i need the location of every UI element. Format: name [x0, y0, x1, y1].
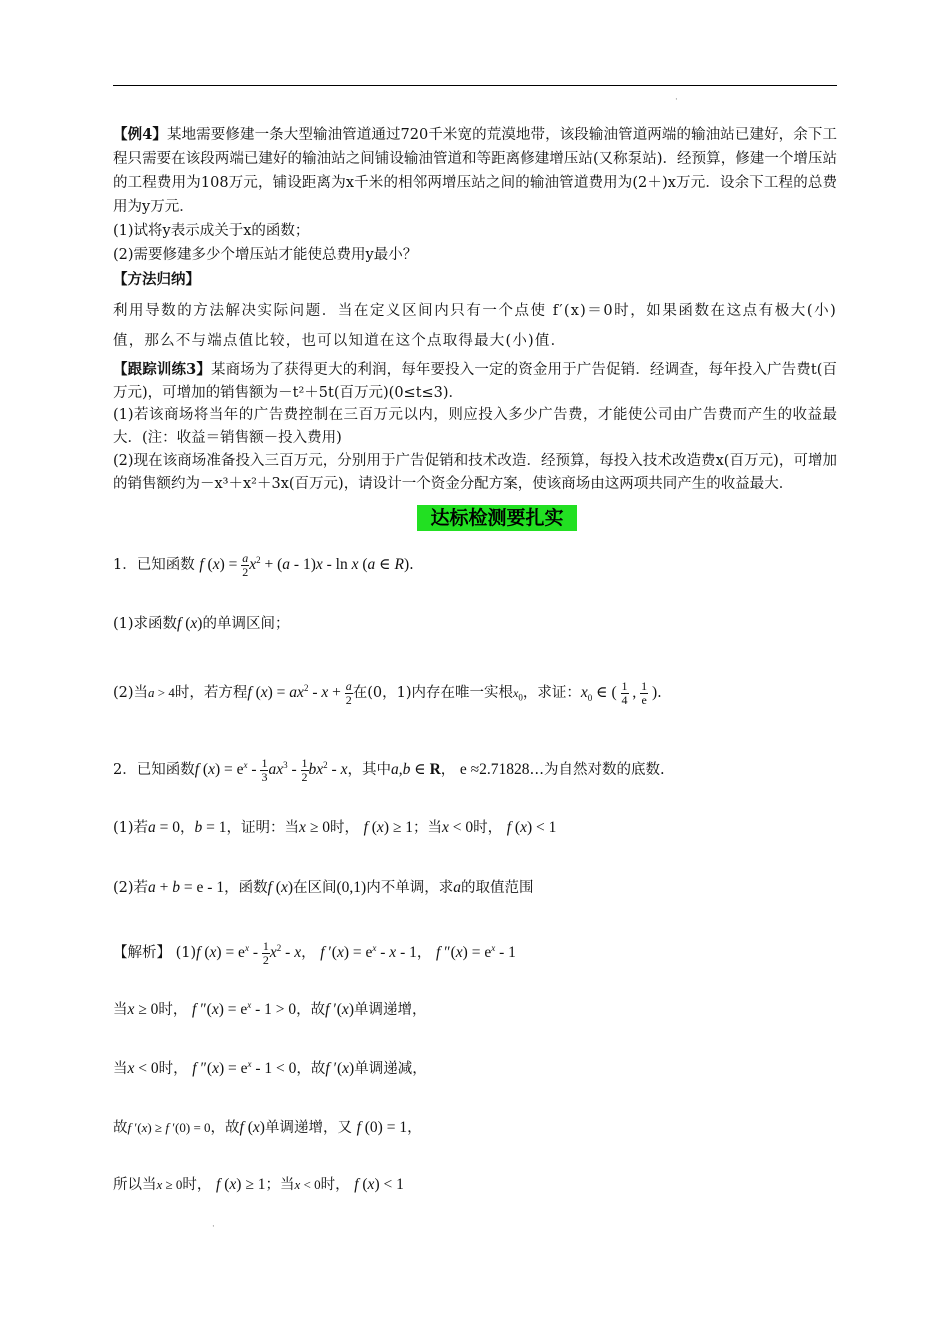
- solution-line-2: 当x ≥ 0时， f $''(x) = e^x - 1 > 0$，故f ′(x)单调递增，: [113, 999, 427, 1018]
- problem-1-q2: (2)当a > 4时，若方程f $(x) = ax^2 - x$ + $\frac{a}{2}$ 在(0，1)内存在唯一实根$x_0$，求证：$x_0$ ∈ ( $\frac{1}{4}$ , $\frac{1}{e}$ ).: [113, 679, 662, 707]
- problem-2-q2: (2)若a + b = e - 1，函数f (x)在区间(0,1)内不单调，求a的取值范围: [113, 879, 534, 896]
- header-rule: [113, 85, 837, 86]
- problem-1-q1: (1)求函数f (x)的单调区间；: [113, 615, 290, 632]
- solution-line-5: 所以当x ≥ 0时， f (x) ≥ 1；当x < 0时， f (x) < 1: [113, 1176, 404, 1193]
- example-4-q1: (1)试将y表示成关于x的函数；: [113, 223, 310, 239]
- method-text: 利用导数的方法解决实际问题．当在定义区间内只有一个点使 f′(x)＝0时，如果函数在这点有极大(小)值，那么不与端点值比较，也可以知道在这个点取得最大(小)值．: [113, 303, 837, 349]
- example-4: [113, 123, 837, 219]
- training-3-q1: (1)若该商场将当年的广告费控制在三百万元以内，则应投入多少广告费，才能使公司由广告费而产生的收益最大．(注：收益＝销售额－投入费用): [113, 407, 837, 446]
- problem-2-q1: (1)若a = 0，b = 1，证明：当x ≥ 0时， f (x) ≥ 1；当x < 0时， f (x) < 1: [113, 819, 557, 836]
- section-heading: 达标检测要扎实: [417, 505, 577, 531]
- solution-line-4: 故f ′(x) ≥ f ′(0) = 0，故f (x)单调递增，又 f (0) = 1，: [113, 1119, 422, 1136]
- training-3-text: 某商场为了获得更大的利润，每年要投入一定的资金用于广告促销．经调查，每年投入广告费t(百万元)，可增加的销售额为－t²＋5t(百万元)(0≤t≤3)．: [113, 362, 838, 401]
- example-4-text: 某地需要修建一条大型输油管道通过720千米宽的荒漠地带，该段输油管道两端的输油站已建好，余下工程只需要在该段两端已建好的输油站之间铺设输油管道和等距离修建增压站(又称泵站)．经预算，修建一个增压站的工程费用为108万元，铺设距离为x千米的相邻两增压站之间的输油管道费用为(2＋)x万元．设余下工程的总费用为y万元．: [113, 127, 837, 215]
- example-4-q2: (2)需要修建多少个增压站才能使总费用y最小？: [113, 247, 418, 263]
- footer-dot: ·: [212, 1222, 215, 1232]
- training-3: [113, 358, 837, 405]
- training-3-tag: 【跟踪训练3】: [113, 361, 212, 378]
- method-title: 【方法归纳】: [113, 271, 200, 288]
- solution-line-1: 【解析】 (1)f $(x) = e^x$ - $\frac{1}{2}$ $x^2$ - x， f $'(x) = e^x - x - 1$， f $''(x) = e^x - 1$: [113, 939, 516, 967]
- problem-2-intro: 2．已知函数f $(x) = e^x$ - $\frac{1}{3}$ $ax^3$ - $\frac{1}{2}$ $bx^2$ - x，其中a,b ∈ R， e ≈2.71828…为自然对数的底数.: [113, 756, 665, 784]
- training-3-q2: (2)现在该商场准备投入三百万元，分别用于广告促销和技术改造．经预算，每投入技术改造费x(百万元)，可增加的销售额约为－x³＋x²＋3x(百万元)，请设计一个资金分配方案，使该商场由这两项共同产生的收益最大．: [113, 453, 837, 492]
- header-dot: ·: [675, 95, 678, 105]
- problem-1-intro: 1．已知函数 f (x) = $\frac{a}{2}$ $x^2 + (a - 1)x - \ln x$ (a ∈ R).: [113, 551, 414, 579]
- example-4-tag: 【例4】: [113, 126, 167, 143]
- solution-line-3: 当x < 0时， f $''(x) = e^x - 1 < 0$，故f ′(x)单调递减，: [113, 1058, 427, 1077]
- problem-1-formula: f (x) = $\frac{a}{2}$ $x^2 + (a - 1)x - \ln x$ (a ∈ R): [199, 551, 410, 579]
